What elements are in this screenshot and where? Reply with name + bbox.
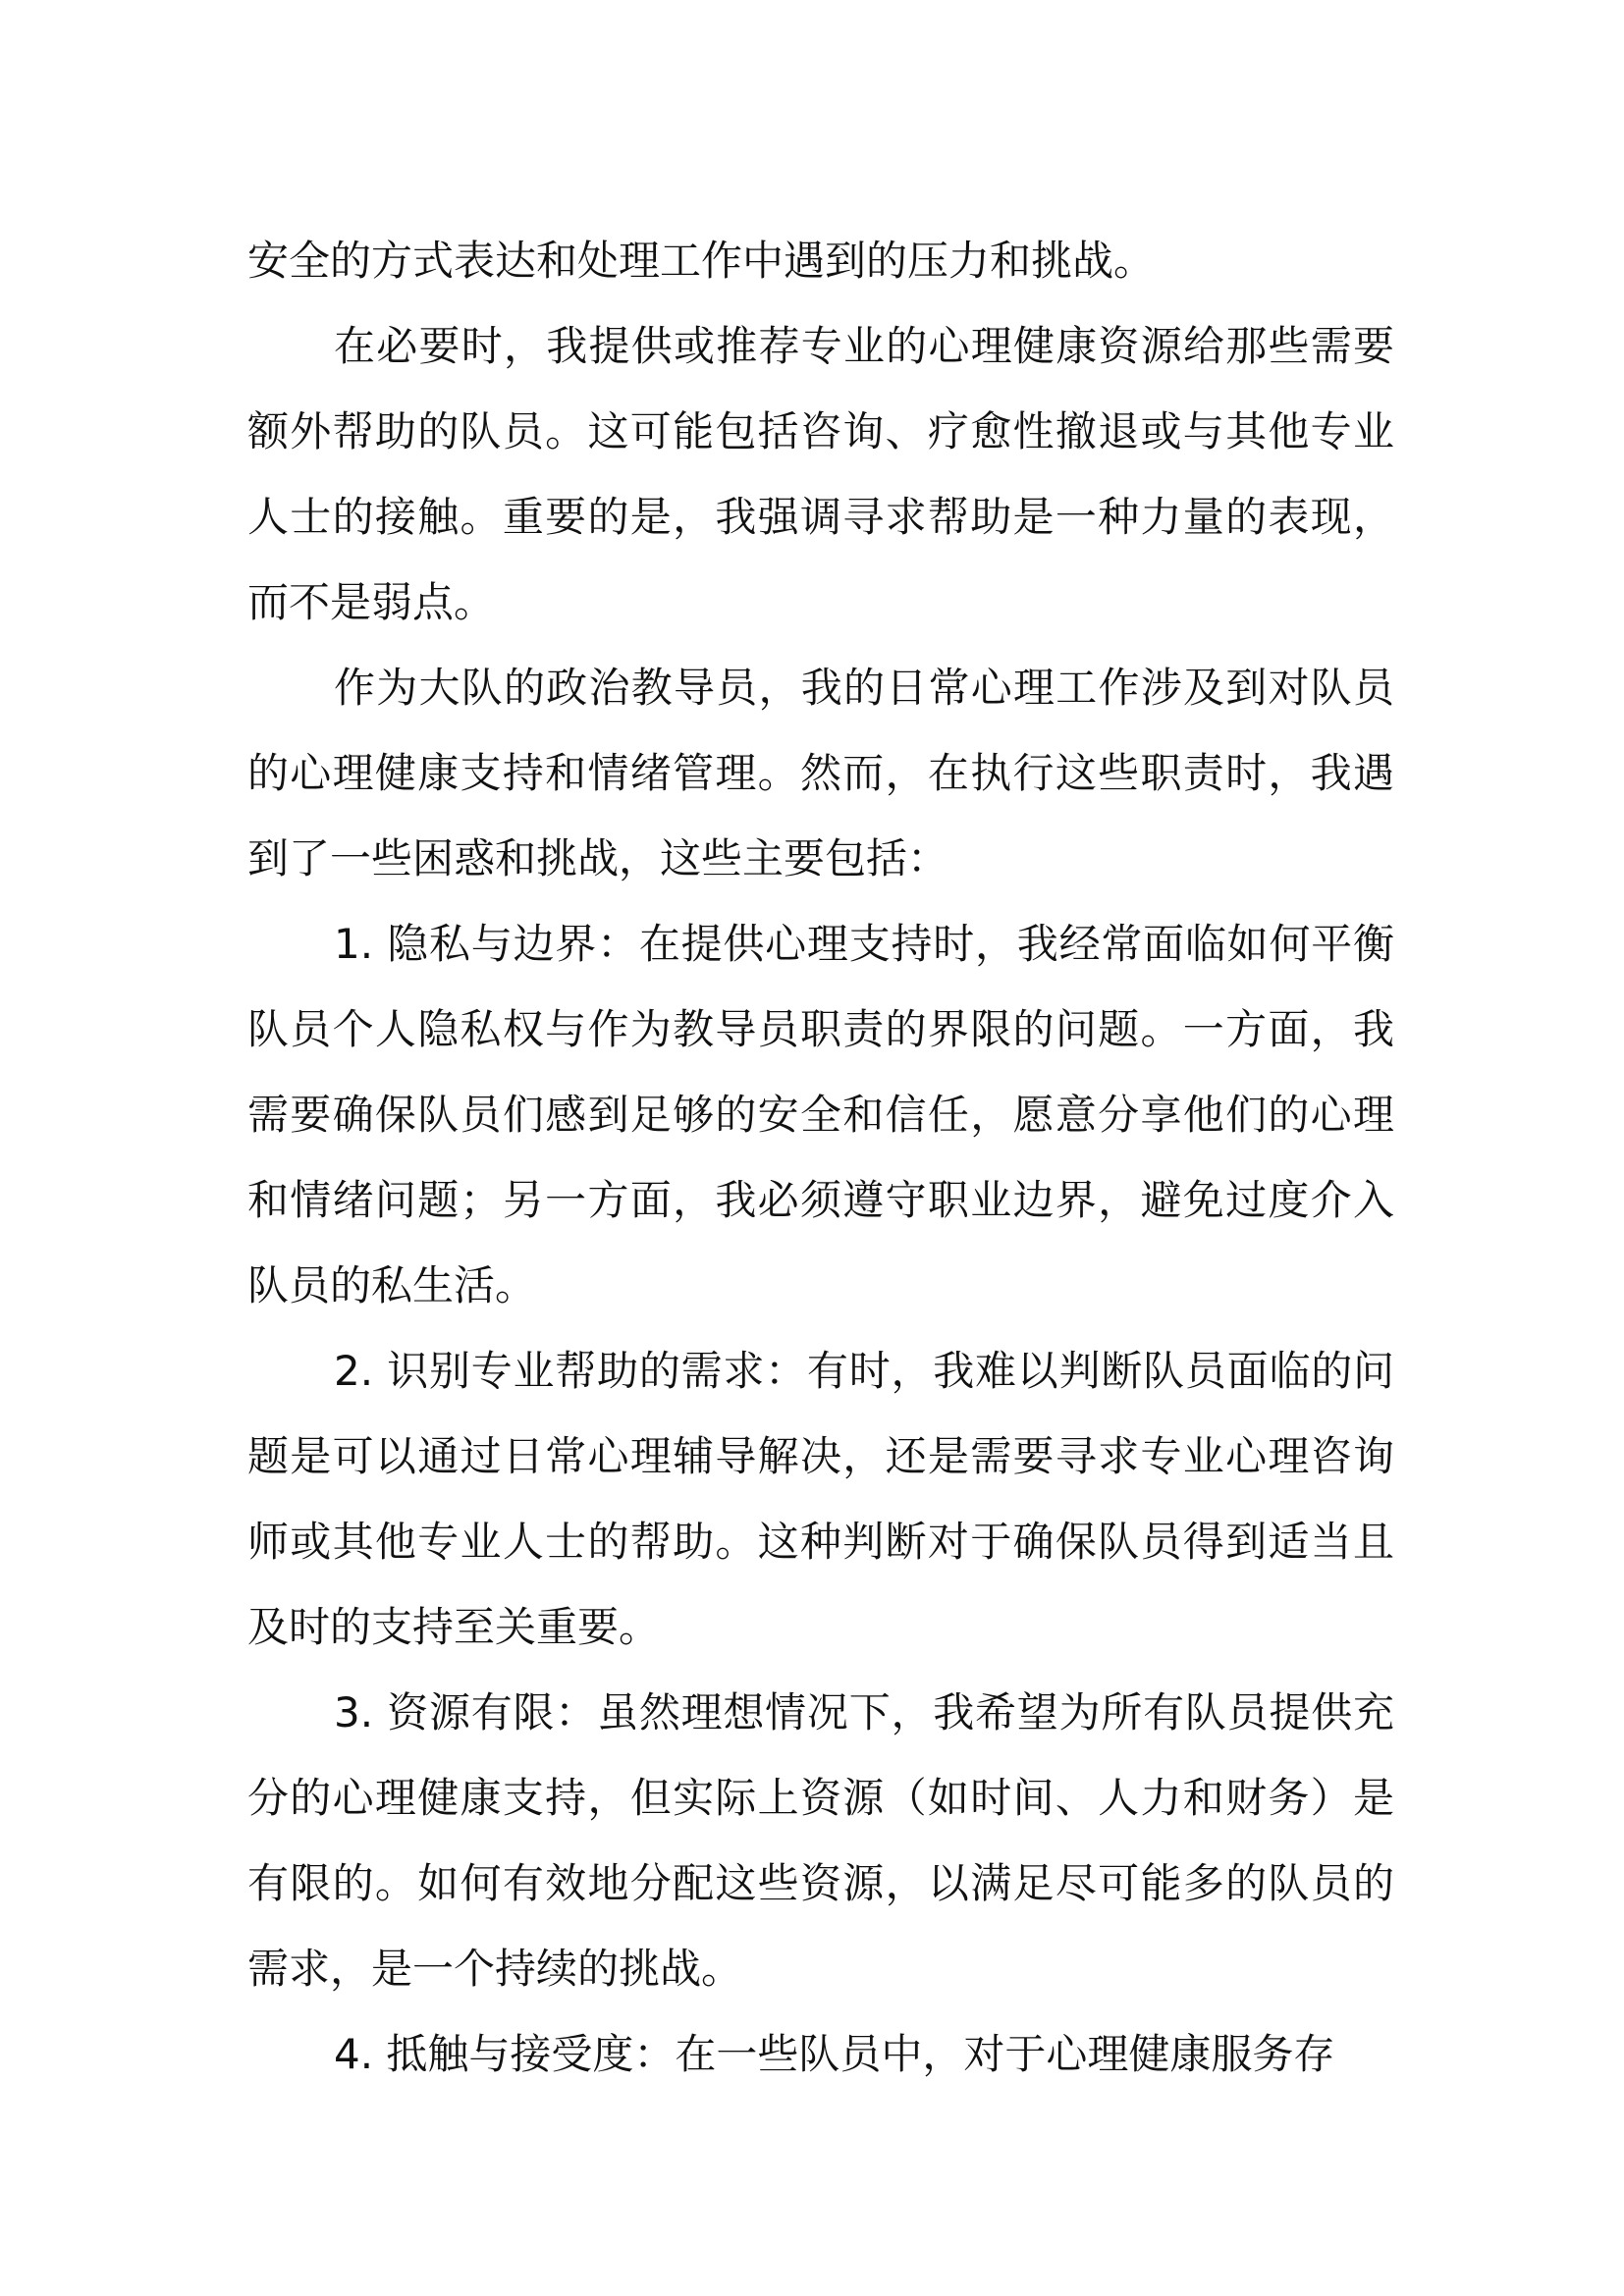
paragraph-challenges-intro: 作为大队的政治教导员，我的日常心理工作涉及到对队员的心理健康支持和情绪管理。然而，在执行这些职责时，我遇到了一些困惑和挑战，这些主要包括： xyxy=(247,664,1394,882)
paragraph-item-privacy: 1. 隐私与边界：在提供心理支持时，我经常面临如何平衡队员个人隐私权与作为教导员职责的界限的问题。一方面，我需要确保队员们感到足够的安全和信任，愿意分享他们的心理和情绪问题；另一方面，我必须遵守职业边界，避免过度介入队员的私生活。 xyxy=(247,920,1394,1309)
paragraph-professional-resources: 在必要时，我提供或推荐专业的心理健康资源给那些需要额外帮助的队员。这可能包括咨询、疗愈性撤退或与其他专业人士的接触。重要的是，我强调寻求帮助是一种力量的表现，而不是弱点。 xyxy=(247,322,1394,626)
document-body xyxy=(247,218,1394,2097)
paragraph-item-professional-help: 2. 识别专业帮助的需求：有时，我难以判断队员面临的问题是可以通过日常心理辅导解决，还是需要寻求专业心理咨询师或其他专业人士的帮助。这种判断对于确保队员得到适当且及时的支持至关重要。 xyxy=(247,1347,1394,1651)
paragraph-item-resistance: 4. 抵触与接受度：在一些队员中，对于心理健康服务存 xyxy=(334,2030,1335,2078)
paragraph-item-limited-resources: 3. 资源有限：虽然理想情况下，我希望为所有队员提供充分的心理健康支持，但实际上资源（如时间、人力和财务）是有限的。如何有效地分配这些资源，以满足尽可能多的队员的需求，是一个持续的挑战。 xyxy=(247,1688,1394,1993)
paragraph-continuation: 安全的方式表达和处理工作中遇到的压力和挑战。 xyxy=(247,237,1156,285)
